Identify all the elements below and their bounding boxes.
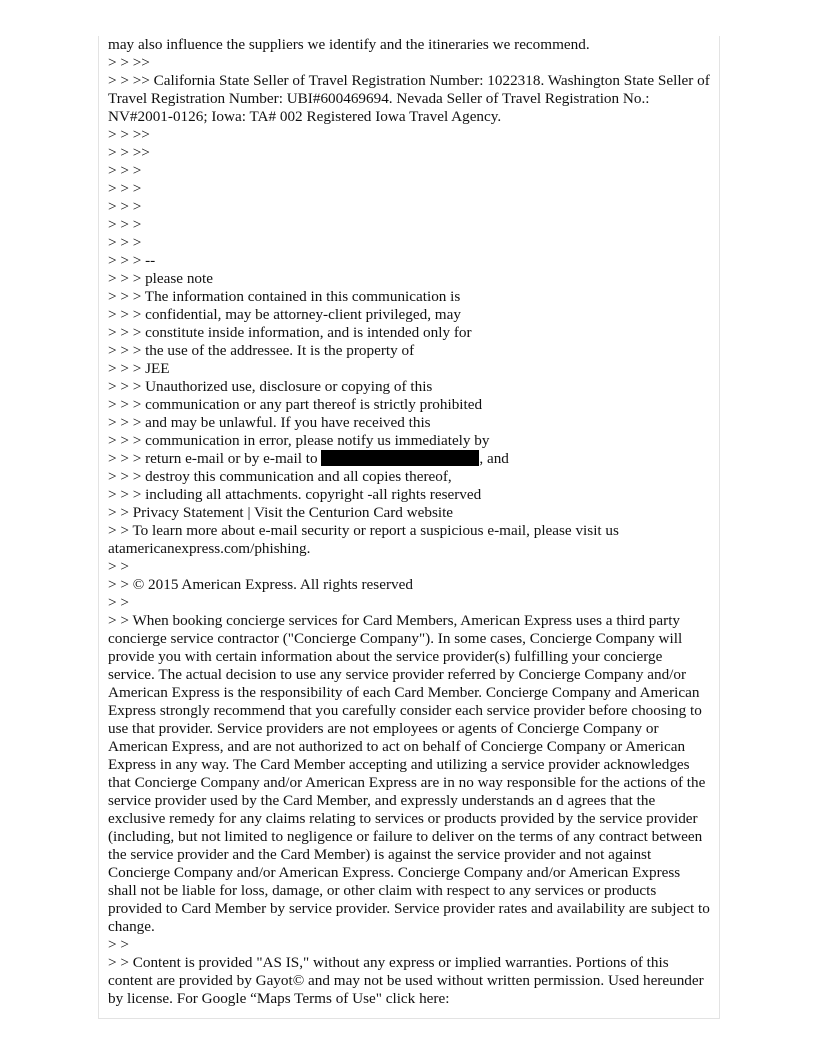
- confidentiality-email-suffix: , and: [479, 450, 509, 467]
- confidentiality-line: > > > confidential, may be attorney-client privileged, may: [108, 306, 461, 323]
- quote-marker: > > >>: [108, 144, 150, 161]
- confidentiality-email-prefix: > > > return e-mail or by e-mail to: [108, 450, 322, 467]
- confidentiality-line: > > > The information contained in this communication is: [108, 288, 461, 305]
- redacted-email-block: [321, 450, 479, 466]
- confidentiality-line: > > > JEE: [108, 360, 170, 377]
- confidentiality-line: > > > please note: [108, 270, 213, 287]
- itinerary-text: may also influence the suppliers we identify and the itineraries we recommend.: [108, 36, 590, 53]
- phishing-notice: > > To learn more about e-mail security or report a suspicious e-mail, please visit us atamericanexpress.com/phishing.: [108, 522, 619, 557]
- quote-marker: > > >: [108, 162, 142, 179]
- confidentiality-line: > > > constitute inside information, and is intended only for: [108, 324, 472, 341]
- confidentiality-line: > > > and may be unlawful. If you have received this: [108, 414, 431, 431]
- quote-marker: > >: [108, 558, 129, 575]
- signature-separator: > > > --: [108, 252, 156, 269]
- privacy-statement-line: > > Privacy Statement | Visit the Centurion Card website: [108, 504, 454, 521]
- confidentiality-line: > > > Unauthorized use, disclosure or copying of this: [108, 378, 433, 395]
- content-as-is-disclaimer: > > Content is provided "AS IS," without any express or implied warranties. Portions of this content are provided by Gayot© and may not be used without written permission. Used hereunder by license. For Google “Maps Terms of Use" click here:: [108, 954, 704, 1007]
- registration-text: > > >> California State Seller of Travel Registration Number: 1022318. Washington State Seller of Travel Registration Number: UBI#600469694. Nevada Seller of Travel Registration No.: NV#2001-0126; Iowa: TA# 002 Registered Iowa Travel Agency.: [108, 72, 710, 125]
- confidentiality-line-email: [108, 450, 710, 468]
- confidentiality-line: > > > communication in error, please notify us immediately by: [108, 432, 490, 449]
- email-body-frame: [98, 36, 720, 1019]
- quote-marker: > > >: [108, 216, 142, 233]
- confidentiality-line: > > > communication or any part thereof is strictly prohibited: [108, 396, 483, 413]
- confidentiality-line: > > > the use of the addressee. It is the property of: [108, 342, 415, 359]
- concierge-disclaimer: > > When booking concierge services for Card Members, American Express uses a third party concierge service contractor ("Concierge Company"). In some cases, Concierge Company will provide you with certain information about the service provider(s) fulfilling your concierge service. The actual decision to use any service provider referred by Concierge Company and/or American Express is the responsibility of each Card Member. Concierge Company and American Express strongly recommend that you carefully consider each service provider before choosing to use that provider. Service providers are not employees or agents of Concierge Company or American Express, and are not authorized to act on behalf of Concierge Company or American Express in any way. The Card Member accepting and utilizing a service provider acknowledges that Concierge Company and/or American Express are in no way responsible for the actions of the service provider used by the Card Member, and expressly understands an d agrees that the exclusive remedy for any claims relating to services or products provided by the service provider (including, but not limited to negligence or failure to deliver on the terms of any contract between the service provider and the Card Member) is against the service provider and not against Concierge Company and/or American Express. Concierge Company and/or American Express shall not be liable for loss, damage, or other claim with respect to any services or products provided to Card Member by service provider. Service provider rates and availability are subject to change.: [108, 612, 710, 935]
- quote-marker: > >: [108, 594, 129, 611]
- email-body: [99, 36, 710, 1008]
- quote-marker: > > >>: [108, 54, 150, 71]
- quote-marker: > > >: [108, 198, 142, 215]
- confidentiality-line: > > > destroy this communication and all copies thereof,: [108, 468, 452, 485]
- quote-marker: > >: [108, 936, 129, 953]
- quote-marker: > > >: [108, 180, 142, 197]
- quote-marker: > > >: [108, 234, 142, 251]
- quote-marker: > > >>: [108, 126, 150, 143]
- confidentiality-line: > > > including all attachments. copyright -all rights reserved: [108, 486, 482, 503]
- copyright-line: > > © 2015 American Express. All rights reserved: [108, 576, 413, 593]
